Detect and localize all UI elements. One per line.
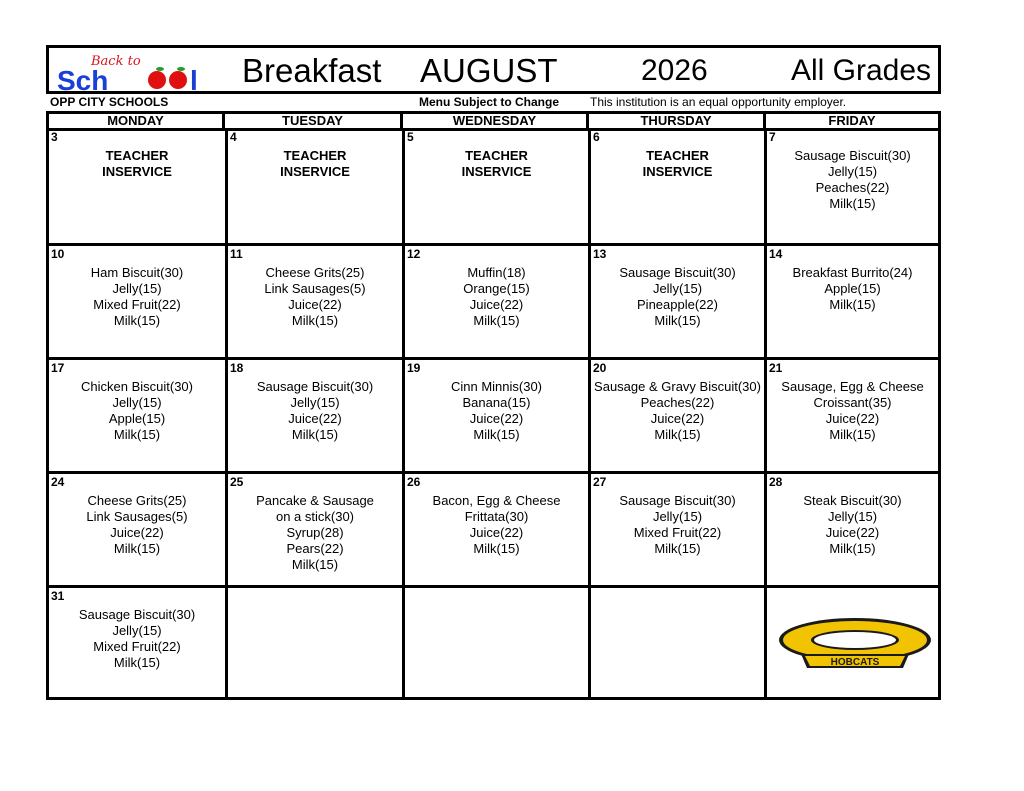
menu-item: Jelly(15) xyxy=(652,509,703,524)
menu-item: Milk(15) xyxy=(829,196,876,211)
menu-item: Link Sausages(5) xyxy=(264,281,366,296)
day-cell-monday xyxy=(49,474,225,585)
menu-item: Peaches(22) xyxy=(815,180,890,195)
menu-item: Juice(22) xyxy=(469,525,524,540)
menu-item: Mixed Fruit(22) xyxy=(93,297,181,312)
menu-item: Ham Biscuit(30) xyxy=(90,265,184,280)
menu-item: INSERVICE xyxy=(280,164,350,179)
day-cell-tuesday xyxy=(228,360,402,471)
day-cell-thursday xyxy=(591,474,764,585)
menu-items xyxy=(767,148,938,212)
menu-item: Apple(15) xyxy=(824,281,881,296)
svg-text:Sch: Sch xyxy=(57,65,109,92)
month-title: AUGUST xyxy=(420,52,558,89)
date-number: 19 xyxy=(407,361,421,375)
menu-item: TEACHER xyxy=(105,148,169,163)
menu-item: Milk(15) xyxy=(473,541,520,556)
eeo-statement: This institution is an equal opportunity employer. xyxy=(590,95,847,109)
menu-item: Bacon, Egg & Cheese xyxy=(432,493,561,508)
menu-items xyxy=(228,379,402,443)
menu-item: Jelly(15) xyxy=(112,623,162,638)
menu-item: Cinn Minnis(30) xyxy=(450,379,543,394)
menu-item: Juice(22) xyxy=(469,297,524,312)
date-number: 26 xyxy=(407,475,421,489)
weekday-monday: MONDAY xyxy=(49,114,225,128)
menu-items xyxy=(49,379,225,443)
year-title: 2026 xyxy=(641,54,708,87)
menu-item: Milk(15) xyxy=(291,557,339,572)
menu-item: TEACHER xyxy=(646,148,709,163)
menu-item: Sausage Biscuit(30) xyxy=(78,607,196,622)
date-number: 6 xyxy=(593,130,600,144)
menu-item: Milk(15) xyxy=(113,655,161,670)
day-cell-wednesday xyxy=(405,360,588,471)
date-number: 28 xyxy=(769,475,783,489)
menu-item: INSERVICE xyxy=(461,164,532,179)
menu-item: Apple(15) xyxy=(108,411,166,426)
day-cell-monday xyxy=(49,129,225,243)
date-number: 21 xyxy=(769,361,783,375)
day-cell-thursday xyxy=(591,360,764,471)
day-cell-friday xyxy=(767,588,938,697)
day-cell-thursday xyxy=(591,129,764,243)
day-cell-monday xyxy=(49,360,225,471)
menu-item: TEACHER xyxy=(465,148,528,163)
menu-item: Orange(15) xyxy=(463,281,530,296)
menu-item: Frittata(30) xyxy=(464,509,529,524)
menu-item: Juice(22) xyxy=(825,525,880,540)
date-number: 24 xyxy=(51,475,65,489)
day-cell-wednesday xyxy=(405,474,588,585)
date-number: 3 xyxy=(51,130,58,144)
day-cell-friday xyxy=(767,360,938,471)
menu-item: Muffin(18) xyxy=(467,265,526,280)
menu-items xyxy=(405,265,588,329)
date-number: 5 xyxy=(407,130,414,144)
menu-item: Milk(15) xyxy=(113,427,161,442)
day-cell-wednesday xyxy=(405,246,588,357)
menu-item: Pancake & Sausage xyxy=(256,493,374,508)
menu-item: Juice(22) xyxy=(288,411,342,426)
hobcats-logo xyxy=(775,610,935,680)
menu-item: on a stick(30) xyxy=(275,509,355,524)
menu-item: Jelly(15) xyxy=(112,395,162,410)
date-number: 7 xyxy=(769,130,776,144)
menu-item: Mixed Fruit(22) xyxy=(633,525,722,540)
menu-items xyxy=(49,148,225,180)
weekday-wednesday: WEDNESDAY xyxy=(403,114,589,128)
menu-item: Milk(15) xyxy=(473,313,520,328)
date-number: 18 xyxy=(230,361,244,375)
menu-item: Croissant(35) xyxy=(813,395,892,410)
menu-items xyxy=(767,265,938,313)
svg-text:l: l xyxy=(190,65,198,92)
date-number: 25 xyxy=(230,475,244,489)
menu-item: Sausage Biscuit(30) xyxy=(619,493,736,508)
weekday-header-row xyxy=(46,111,941,131)
weekday-tuesday: TUESDAY xyxy=(225,114,403,128)
menu-item: Juice(22) xyxy=(825,411,880,426)
hobcats-wordmark: HOBCATS xyxy=(830,657,880,668)
menu-items xyxy=(591,379,764,443)
date-number: 13 xyxy=(593,247,607,261)
menu-items xyxy=(228,148,402,180)
menu-item: Sausage Biscuit(30) xyxy=(619,265,736,280)
menu-item: Jelly(15) xyxy=(652,281,703,296)
district-name: OPP CITY SCHOOLS xyxy=(50,95,169,109)
menu-item: Cheese Grits(25) xyxy=(87,493,187,508)
menu-item: Syrup(28) xyxy=(286,525,344,540)
menu-item: Juice(22) xyxy=(650,411,705,426)
menu-title-bar xyxy=(46,45,941,94)
date-number: 31 xyxy=(51,589,65,603)
day-cell-friday xyxy=(767,129,938,243)
menu-items xyxy=(405,148,588,180)
menu-item: Milk(15) xyxy=(291,427,339,442)
menu-item: INSERVICE xyxy=(102,164,172,179)
grades-title: All Grades xyxy=(791,54,932,87)
menu-item: Chicken Biscuit(30) xyxy=(81,379,193,394)
menu-item: Milk(15) xyxy=(829,541,876,556)
day-cell-tuesday xyxy=(228,129,402,243)
menu-items xyxy=(591,493,764,557)
day-cell-tuesday xyxy=(228,588,402,697)
date-number: 14 xyxy=(769,247,783,261)
menu-item: Milk(15) xyxy=(291,313,339,328)
menu-items xyxy=(405,493,588,557)
meal-title: Breakfast xyxy=(242,52,382,89)
menu-items xyxy=(49,607,225,671)
menu-item: Breakfast Burrito(24) xyxy=(792,265,913,280)
menu-item: Sausage, Egg & Cheese xyxy=(781,379,924,394)
menu-item: Milk(15) xyxy=(829,427,876,442)
date-number: 11 xyxy=(230,247,243,261)
calendar-grid xyxy=(46,129,941,700)
menu-item: Sausage & Gravy Biscuit(30) xyxy=(594,379,761,394)
menu-item: Peaches(22) xyxy=(640,395,715,410)
date-number: 17 xyxy=(51,361,65,375)
menu-item: Jelly(15) xyxy=(290,395,340,410)
date-number: 12 xyxy=(407,247,421,261)
menu-item: Milk(15) xyxy=(654,313,701,328)
menu-items xyxy=(228,265,402,329)
menu-items xyxy=(767,493,938,557)
menu-item: INSERVICE xyxy=(642,164,713,179)
menu-item: Jelly(15) xyxy=(112,281,162,296)
menu-items xyxy=(228,493,402,573)
date-number: 27 xyxy=(593,475,607,489)
menu-item: Cheese Grits(25) xyxy=(265,265,365,280)
menu-item: Milk(15) xyxy=(654,541,701,556)
menu-item: Milk(15) xyxy=(113,541,161,556)
apple-icon xyxy=(169,67,187,89)
menu-item: Mixed Fruit(22) xyxy=(93,639,181,654)
menu-item: Juice(22) xyxy=(469,411,524,426)
day-cell-friday xyxy=(767,246,938,357)
menu-item: TEACHER xyxy=(283,148,347,163)
day-cell-monday xyxy=(49,588,225,697)
menu-item: Link Sausages(5) xyxy=(86,509,188,524)
menu-items xyxy=(49,493,225,557)
menu-items xyxy=(591,148,764,180)
day-cell-wednesday xyxy=(405,129,588,243)
day-cell-monday xyxy=(49,246,225,357)
menu-items xyxy=(405,379,588,443)
menu-item: Juice(22) xyxy=(288,297,342,312)
back-to-school-logo xyxy=(57,52,219,92)
menu-item: Juice(22) xyxy=(110,525,164,540)
svg-text:Back to: Back to xyxy=(91,54,141,69)
menu-item: Pineapple(22) xyxy=(637,297,718,312)
menu-item: Milk(15) xyxy=(654,427,701,442)
day-cell-friday xyxy=(767,474,938,585)
date-number: 10 xyxy=(51,247,65,261)
menu-notice: Menu Subject to Change xyxy=(419,95,560,109)
day-cell-tuesday xyxy=(228,474,402,585)
menu-item: Pears(22) xyxy=(286,541,344,556)
menu-item: Milk(15) xyxy=(473,427,520,442)
menu-items xyxy=(767,379,938,443)
menu-item: Milk(15) xyxy=(113,313,161,328)
apple-icon xyxy=(148,67,166,89)
menu-item: Sausage Biscuit(30) xyxy=(256,379,374,394)
menu-item: Sausage Biscuit(30) xyxy=(794,148,911,163)
day-cell-wednesday xyxy=(405,588,588,697)
date-number: 20 xyxy=(593,361,607,375)
menu-item: Steak Biscuit(30) xyxy=(803,493,902,508)
menu-items xyxy=(591,265,764,329)
menu-item: Jelly(15) xyxy=(827,164,878,179)
menu-item: Jelly(15) xyxy=(827,509,878,524)
menu-item: Banana(15) xyxy=(462,395,531,410)
weekday-friday: FRIDAY xyxy=(828,113,876,128)
day-cell-thursday xyxy=(591,246,764,357)
weekday-thursday: THURSDAY xyxy=(589,114,766,128)
date-number: 4 xyxy=(230,130,237,144)
day-cell-thursday xyxy=(591,588,764,697)
day-cell-tuesday xyxy=(228,246,402,357)
menu-items xyxy=(49,265,225,329)
menu-item: Milk(15) xyxy=(829,297,876,312)
